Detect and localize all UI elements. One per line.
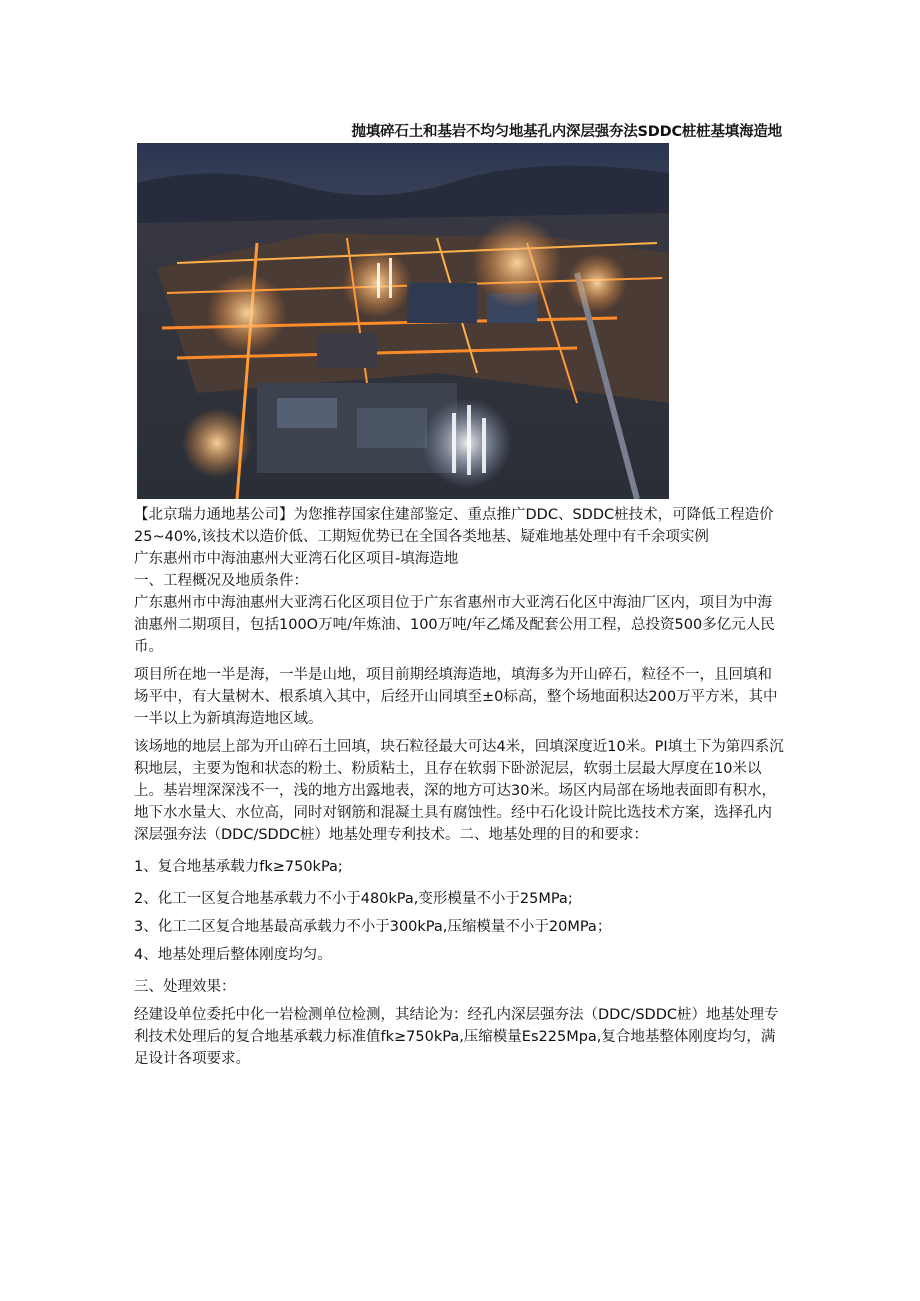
industrial-night-aerial-photo xyxy=(137,143,669,499)
project-name: 广东惠州市中海油惠州大亚湾石化区项目-填海造地 xyxy=(134,551,459,567)
requirement-item-2: 2、化工一区复合地基承载力不小于480kPa,变形模量不小于25MPa; xyxy=(134,891,573,907)
document-title: 抛填碎石土和基岩不均匀地基孔内深层强夯法SDDC桩桩基填海造地 xyxy=(351,124,782,140)
requirement-item-4: 4、地基处理后整体刚度均匀。 xyxy=(134,947,332,963)
requirement-item-1: 1、复合地基承载力fk≥750kPa; xyxy=(134,859,343,875)
section3-paragraph-1: 经建设单位委托中化一岩检测单位检测，其结论为：经孔内深层强夯法（DDC/SDDC桩）地基处理专利技术处理后的复合地基承载力标准值fk≥750kPa,压缩模量Es225Mpa,复合地基整体刚度均匀，满足设计各项要求。 xyxy=(134,1007,779,1067)
intro-paragraph: 【北京瑞力通地基公司】为您推荐国家住建部鉴定、重点推广DDC、SDDC桩技术，可降低工程造价25~40%,该技术以造价低、工期短优势已在全国各类地基、疑难地基处理中有千余项实例 xyxy=(134,507,774,545)
photo-icon xyxy=(137,143,669,499)
section1-paragraph-2: 项目所在地一半是海，一半是山地，项目前期经填海造地，填海多为开山碎石，粒径不一，且回填和场平中，有大量树木、根系填入其中，后经开山同填至±0标高，整个场地面积达200万平方米，其中一半以上为新填海造地区域。 xyxy=(134,667,778,727)
section1-heading: 一、工程概况及地质条件： xyxy=(134,573,308,589)
section3-heading: 三、处理效果： xyxy=(134,979,236,995)
document-body xyxy=(134,504,786,1070)
section1-paragraph-3: 该场地的地层上部为开山碎石土回填，块石粒径最大可达4米，回填深度近10米。PI填土下为第四系沉积地层，主要为饱和状态的粉土、粉质粘土，且存在软弱下卧淤泥层，软弱土层最大厚度在10米以上。基岩埋深深浅不一，浅的地方出露地表，深的地方可达30米。场区内局部在场地表面即有积水，地下水水量大、水位高，同时对钢筋和混凝土具有腐蚀性。经中石化设计院比选技术方案，选择孔内深层强夯法（DDC/SDDC桩）地基处理专利技术。二、地基处理的目的和要求： xyxy=(134,739,784,843)
section1-paragraph-1: 广东惠州市中海油惠州大亚湾石化区项目位于广东省惠州市大亚湾石化区中海油厂区内，项目为中海油惠州二期项目，包括100O万吨/年炼油、100万吨/年乙烯及配套公用工程，总投资500多亿元人民币。 xyxy=(134,595,775,655)
requirement-item-3: 3、化工二区复合地基最高承载力不小于300kPa,压缩模量不小于20MPa； xyxy=(134,919,612,935)
